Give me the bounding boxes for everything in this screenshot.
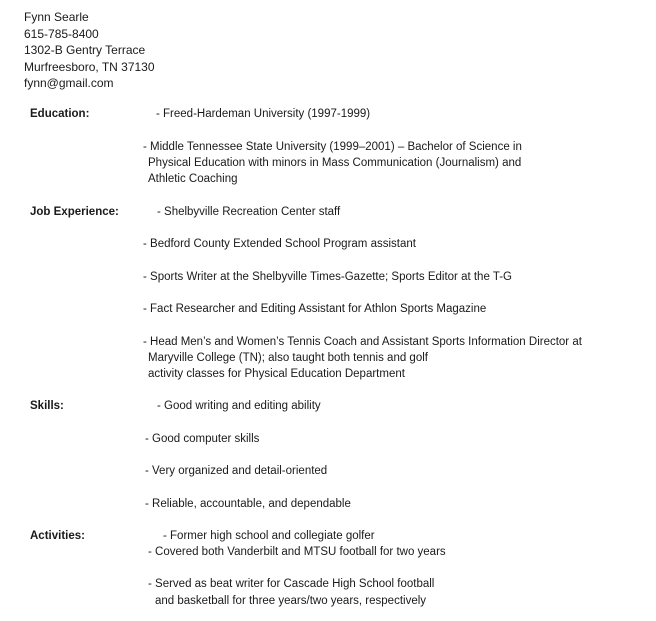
job-item: - Fact Researcher and Editing Assistant for Athlon Sports Magazine bbox=[143, 303, 487, 315]
job-item: - Head Men’s and Women’s Tennis Coach and Assistant Sports Information Director at bbox=[143, 336, 582, 348]
activities-item: - Covered both Vanderbilt and MTSU football for two years bbox=[148, 546, 446, 558]
section-label-education: Education: bbox=[30, 108, 90, 120]
skills-item: - Good computer skills bbox=[145, 433, 260, 445]
contact-name: Fynn Searle bbox=[24, 10, 89, 24]
skills-item: - Reliable, accountable, and dependable bbox=[145, 498, 351, 510]
education-item: - Middle Tennessee State University (1999–2001) – Bachelor of Science in bbox=[143, 141, 522, 153]
contact-address-line1: 1302-B Gentry Terrace bbox=[24, 43, 146, 57]
section-label-activities: Activities: bbox=[30, 530, 85, 542]
skills-item: - Good writing and editing ability bbox=[157, 400, 321, 412]
job-item-continuation: activity classes for Physical Education Department bbox=[148, 368, 405, 380]
activities-item: - Former high school and collegiate golfer bbox=[163, 530, 375, 542]
skills-item: - Very organized and detail-oriented bbox=[145, 465, 328, 477]
section-label-skills: Skills: bbox=[30, 400, 64, 412]
contact-email: fynn@gmail.com bbox=[24, 76, 114, 90]
job-item: - Sports Writer at the Shelbyville Times-Gazette; Sports Editor at the T-G bbox=[143, 271, 512, 283]
education-item-continuation: Athletic Coaching bbox=[148, 173, 238, 185]
job-item: - Shelbyville Recreation Center staff bbox=[157, 206, 341, 218]
contact-phone: 615-785-8400 bbox=[24, 27, 99, 41]
section-label-job-experience: Job Experience: bbox=[30, 206, 119, 218]
job-item: - Bedford County Extended School Program assistant bbox=[143, 238, 416, 250]
activities-item: - Served as beat writer for Cascade High School football bbox=[148, 578, 435, 590]
activities-item-continuation: and basketball for three years/two years, respectively bbox=[155, 595, 427, 607]
education-item: - Freed-Hardeman University (1997-1999) bbox=[156, 108, 371, 120]
education-item-continuation: Physical Education with minors in Mass Communication (Journalism) and bbox=[148, 157, 522, 169]
contact-address-line2: Murfreesboro, TN 37130 bbox=[24, 60, 155, 74]
job-item-continuation: Maryville College (TN); also taught both tennis and golf bbox=[148, 352, 428, 364]
